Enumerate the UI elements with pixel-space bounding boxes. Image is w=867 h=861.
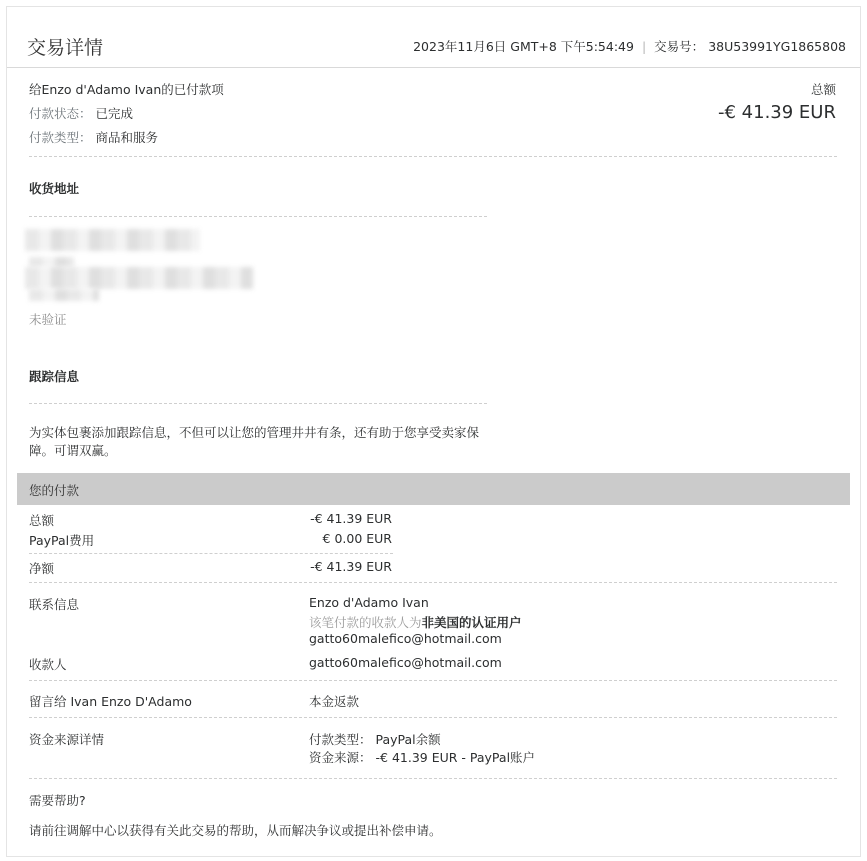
tracking-heading: 跟踪信息: [29, 369, 80, 384]
contact-verified-note: [309, 613, 522, 631]
your-payment-heading: 您的付款: [29, 483, 80, 498]
message-label: 留言给 Ivan Enzo D'Adamo: [29, 694, 192, 709]
resolution-center-link[interactable]: 调解中心: [66, 823, 117, 838]
funding-divider: [29, 778, 837, 779]
your-payment-band: [17, 473, 850, 505]
redacted-address-line-4: [29, 289, 99, 301]
payment-row-total-label: 总额: [29, 513, 55, 528]
funding-label: 资金来源详情: [29, 732, 105, 747]
payment-type-value: 商品和服务: [95, 130, 159, 145]
help-text-prefix: 请前往: [29, 823, 67, 838]
net-amount-label: 净额: [29, 561, 55, 576]
payment-type-label: 付款类型：: [29, 130, 92, 145]
redacted-address-line-3: [25, 267, 253, 289]
meta-separator: |: [641, 39, 647, 54]
address-unverified-label: 未验证: [29, 312, 67, 327]
contact-note-status: 非美国的认证用户: [421, 615, 522, 630]
payment-status-value: 已完成: [95, 106, 134, 121]
funding-source: [309, 748, 535, 766]
payment-subtotal-divider: [29, 553, 393, 554]
total-label: 总额: [810, 82, 836, 97]
message-divider: [29, 717, 837, 718]
transaction-id[interactable]: 38U53991YG1865808: [708, 39, 846, 54]
payment-status: [29, 104, 133, 122]
funding-source-label: 资金来源：: [309, 750, 372, 765]
net-divider: [29, 582, 837, 583]
funding-type: [309, 730, 441, 748]
payment-row-fee-label: PayPal费用: [29, 533, 95, 548]
funding-type-label: 付款类型：: [309, 732, 372, 747]
transaction-meta: [413, 37, 846, 55]
recipient-divider: [29, 680, 837, 681]
total-amount: -€ 41.39 EUR: [718, 102, 836, 123]
recipient-label: 收款人: [29, 657, 67, 672]
contact-name: Enzo d'Adamo Ivan: [309, 595, 429, 610]
help-text: [29, 821, 442, 839]
transaction-datetime: 2023年11月6日 GMT+8 下午5:54:49: [413, 39, 634, 54]
page-title: 交易详情: [27, 37, 104, 59]
header-divider: [7, 67, 860, 68]
contact-email[interactable]: gatto60malefico@hotmail.com: [309, 631, 502, 646]
recipient-email[interactable]: gatto60malefico@hotmail.com: [309, 655, 502, 670]
tracking-description: 为实体包裹添加跟踪信息，不但可以让您的管理井井有条，还有助于您享受卖家保: [29, 425, 480, 440]
contact-label: 联系信息: [29, 597, 80, 612]
payment-status-label: 付款状态：: [29, 106, 92, 121]
payment-row-total-value: -€ 41.39 EUR: [310, 511, 392, 526]
help-heading: 需要帮助?: [29, 793, 86, 808]
funding-source-value: -€ 41.39 EUR - PayPal账户: [375, 750, 536, 765]
net-amount-value: -€ 41.39 EUR: [310, 559, 392, 574]
contact-note-prefix: 该笔付款的收款人为: [309, 615, 422, 630]
message-value: 本金返款: [309, 694, 360, 709]
payee-line: 给Enzo d'Adamo Ivan的已付款项: [29, 82, 224, 97]
help-text-suffix: 以获得有关此交易的帮助，从而解决争议或提出补偿申请。: [116, 823, 442, 838]
tracking-divider: [29, 403, 487, 404]
shipping-heading: 收货地址: [29, 181, 80, 196]
transaction-id-label: 交易号：: [654, 39, 705, 54]
redacted-address-line-2: [29, 257, 74, 267]
redacted-address-line-1: [25, 229, 200, 251]
transaction-details-panel: [6, 6, 861, 857]
payment-row-fee-value: € 0.00 EUR: [322, 531, 392, 546]
funding-type-value: PayPal余额: [375, 732, 441, 747]
tracking-description-cont: 障。可谓双赢。: [29, 443, 117, 458]
payment-type: [29, 128, 158, 146]
shipping-divider: [29, 216, 487, 217]
summary-divider: [29, 156, 837, 157]
